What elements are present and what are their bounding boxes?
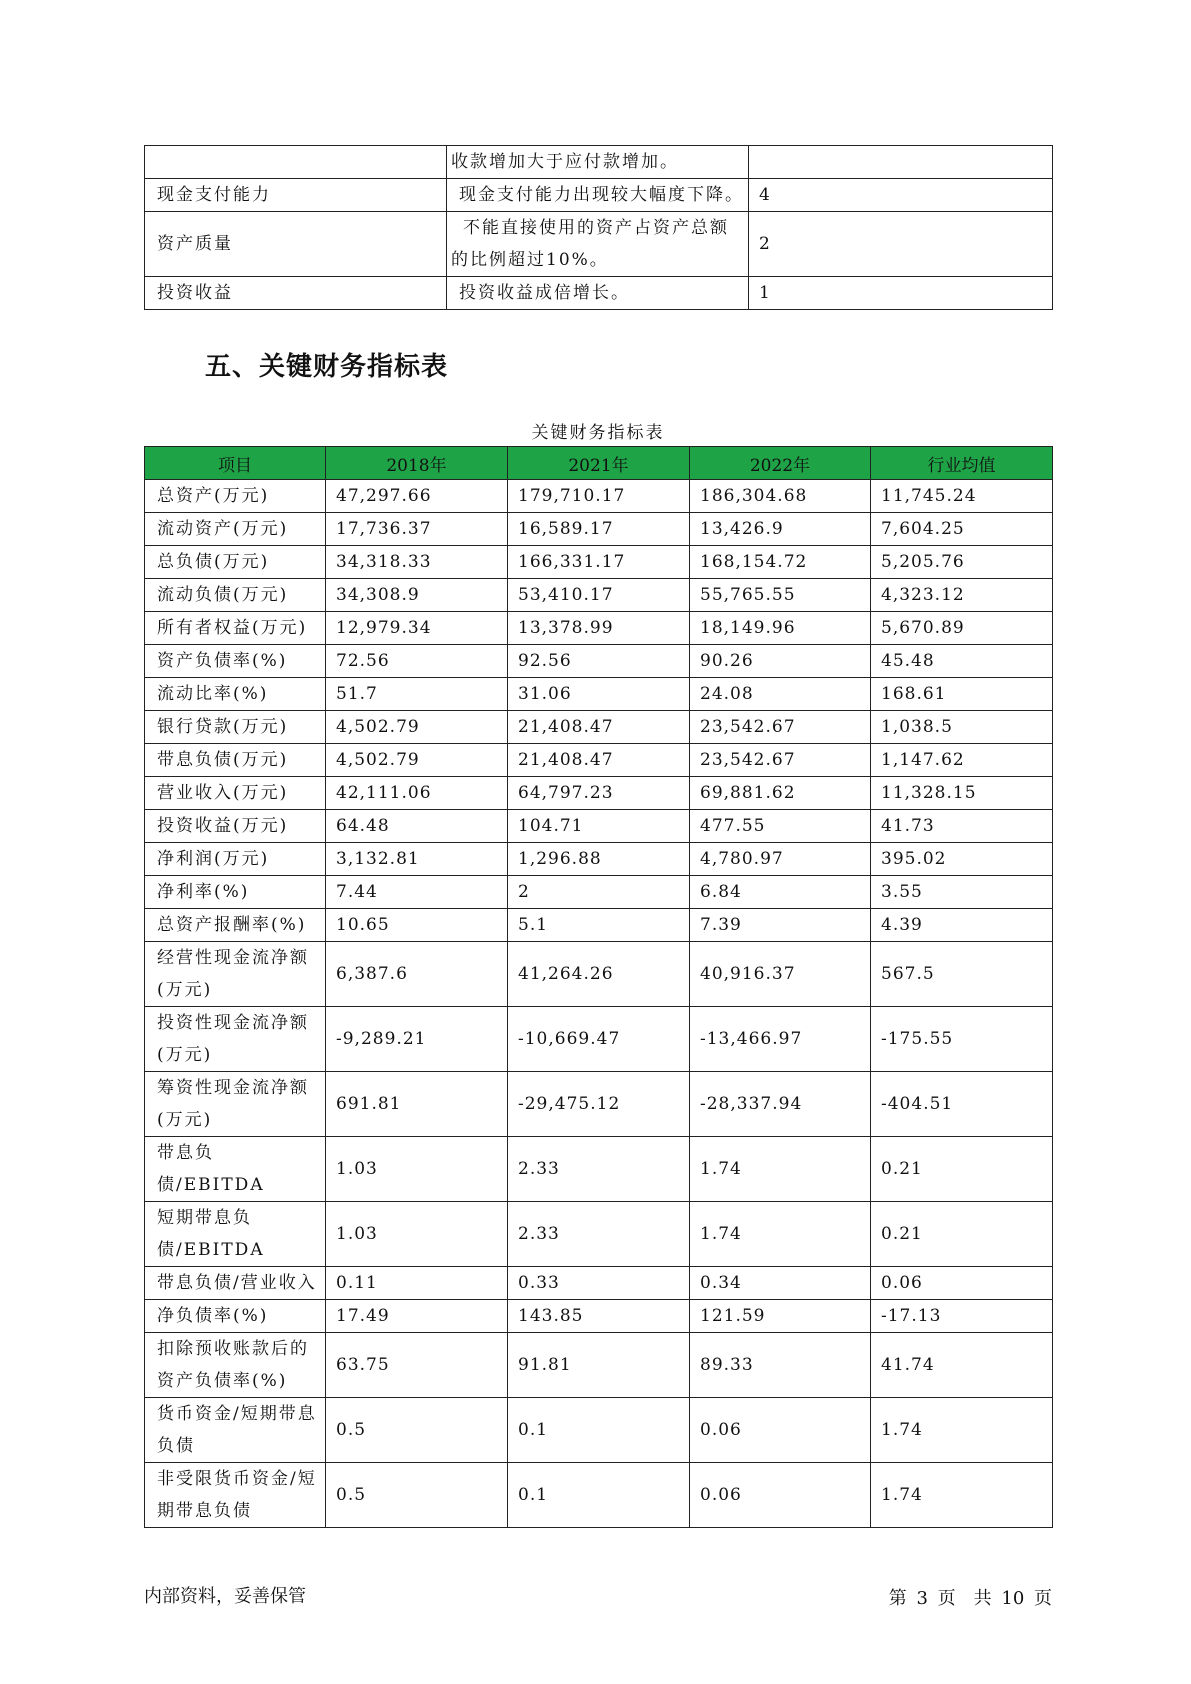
value-industry-average: 1.74 xyxy=(871,1398,1053,1463)
value-2022: 7.39 xyxy=(690,909,871,942)
value-industry-average: -404.51 xyxy=(871,1072,1053,1137)
metric-name: 总资产(万元) xyxy=(145,480,326,513)
table-row xyxy=(145,1300,1053,1333)
key-financial-metrics-table xyxy=(144,446,1053,1528)
value-industry-average: -17.13 xyxy=(871,1300,1053,1333)
value-2021: 53,410.17 xyxy=(508,579,690,612)
value-2021: 0.1 xyxy=(508,1398,690,1463)
value-2018: 17,736.37 xyxy=(326,513,508,546)
value-2018: 4,502.79 xyxy=(326,744,508,777)
value-2018: 1.03 xyxy=(326,1137,508,1202)
value-2018: 34,308.9 xyxy=(326,579,508,612)
value-2021: 143.85 xyxy=(508,1300,690,1333)
value-2022: 55,765.55 xyxy=(690,579,871,612)
value-2018: 12,979.34 xyxy=(326,612,508,645)
value-2021: 92.56 xyxy=(508,645,690,678)
metric-name: 所有者权益(万元) xyxy=(145,612,326,645)
value-2018: 3,132.81 xyxy=(326,843,508,876)
metric-name: 流动负债(万元) xyxy=(145,579,326,612)
value-industry-average: 3.55 xyxy=(871,876,1053,909)
value-2022: 18,149.96 xyxy=(690,612,871,645)
value-2018: 1.03 xyxy=(326,1202,508,1267)
table-row xyxy=(145,1202,1053,1267)
factor-description: 现金支付能力出现较大幅度下降。 xyxy=(447,179,749,212)
value-2022: 1.74 xyxy=(690,1202,871,1267)
footer-page-number: 第 3 页 共 10 页 xyxy=(888,1588,1052,1609)
factor-description: 不能直接使用的资产占资产总额的比例超过10%。 xyxy=(447,212,749,277)
table-row xyxy=(145,1072,1053,1137)
metric-name: 扣除预收账款后的资产负债率(%) xyxy=(145,1333,326,1398)
value-2021: 104.71 xyxy=(508,810,690,843)
factor-score: 1 xyxy=(749,277,1053,310)
header-2018: 2018年 xyxy=(326,447,508,480)
table-row xyxy=(145,942,1053,1007)
table-header-row xyxy=(145,447,1053,480)
value-industry-average: 4.39 xyxy=(871,909,1053,942)
value-2021: -29,475.12 xyxy=(508,1072,690,1137)
value-2021: 2 xyxy=(508,876,690,909)
metric-name: 总资产报酬率(%) xyxy=(145,909,326,942)
value-2021: 179,710.17 xyxy=(508,480,690,513)
value-2022: 477.55 xyxy=(690,810,871,843)
metric-name: 非受限货币资金/短期带息负债 xyxy=(145,1463,326,1528)
value-2022: 13,426.9 xyxy=(690,513,871,546)
value-2022: -28,337.94 xyxy=(690,1072,871,1137)
value-2021: 16,589.17 xyxy=(508,513,690,546)
value-2022: 168,154.72 xyxy=(690,546,871,579)
header-industry-average: 行业均值 xyxy=(871,447,1053,480)
value-2021: 5.1 xyxy=(508,909,690,942)
metrics-table-body xyxy=(145,480,1053,1528)
factor-item: 投资收益 xyxy=(145,277,447,310)
metric-name: 总负债(万元) xyxy=(145,546,326,579)
value-2021: 91.81 xyxy=(508,1333,690,1398)
table-row xyxy=(145,711,1053,744)
value-2022: 0.06 xyxy=(690,1398,871,1463)
value-2022: 0.06 xyxy=(690,1463,871,1528)
value-2018: 7.44 xyxy=(326,876,508,909)
table-row xyxy=(145,179,1053,212)
value-2018: -9,289.21 xyxy=(326,1007,508,1072)
value-2021: 0.33 xyxy=(508,1267,690,1300)
value-2021: 1,296.88 xyxy=(508,843,690,876)
value-industry-average: 567.5 xyxy=(871,942,1053,1007)
value-industry-average: 4,323.12 xyxy=(871,579,1053,612)
value-2018: 691.81 xyxy=(326,1072,508,1137)
value-2018: 0.11 xyxy=(326,1267,508,1300)
value-2018: 10.65 xyxy=(326,909,508,942)
metric-name: 净利润(万元) xyxy=(145,843,326,876)
value-2022: 0.34 xyxy=(690,1267,871,1300)
table-row xyxy=(145,777,1053,810)
metric-name: 带息负债(万元) xyxy=(145,744,326,777)
metric-name: 短期带息负债/EBITDA xyxy=(145,1202,326,1267)
table-row xyxy=(145,612,1053,645)
value-2021: 0.1 xyxy=(508,1463,690,1528)
table-row xyxy=(145,1463,1053,1528)
header-2022: 2022年 xyxy=(690,447,871,480)
value-industry-average: 11,328.15 xyxy=(871,777,1053,810)
table-row xyxy=(145,645,1053,678)
value-2018: 51.7 xyxy=(326,678,508,711)
value-2021: 166,331.17 xyxy=(508,546,690,579)
metric-name: 带息负债/EBITDA xyxy=(145,1137,326,1202)
table-caption: 关键财务指标表 xyxy=(531,423,665,443)
value-2018: 0.5 xyxy=(326,1463,508,1528)
factor-score: 2 xyxy=(749,212,1053,277)
value-2021: 2.33 xyxy=(508,1202,690,1267)
table-row xyxy=(145,1137,1053,1202)
value-industry-average: 1,038.5 xyxy=(871,711,1053,744)
value-industry-average: 395.02 xyxy=(871,843,1053,876)
value-industry-average: 5,205.76 xyxy=(871,546,1053,579)
metric-name: 流动资产(万元) xyxy=(145,513,326,546)
metric-name: 投资性现金流净额(万元) xyxy=(145,1007,326,1072)
value-2021: 21,408.47 xyxy=(508,711,690,744)
value-2018: 63.75 xyxy=(326,1333,508,1398)
value-industry-average: 0.21 xyxy=(871,1202,1053,1267)
value-2018: 34,318.33 xyxy=(326,546,508,579)
value-2018: 4,502.79 xyxy=(326,711,508,744)
value-industry-average: 0.06 xyxy=(871,1267,1053,1300)
metric-name: 筹资性现金流净额(万元) xyxy=(145,1072,326,1137)
metric-name: 银行贷款(万元) xyxy=(145,711,326,744)
value-2021: 31.06 xyxy=(508,678,690,711)
table-row xyxy=(145,909,1053,942)
table-row xyxy=(145,513,1053,546)
value-2021: 2.33 xyxy=(508,1137,690,1202)
table-row xyxy=(145,1267,1053,1300)
value-2018: 72.56 xyxy=(326,645,508,678)
section-heading: 五、关键财务指标表 xyxy=(205,352,449,382)
table-row xyxy=(145,212,1053,277)
value-2018: 6,387.6 xyxy=(326,942,508,1007)
table-row xyxy=(145,678,1053,711)
metric-name: 流动比率(%) xyxy=(145,678,326,711)
value-2022: 6.84 xyxy=(690,876,871,909)
table-row xyxy=(145,843,1053,876)
metric-name: 带息负债/营业收入 xyxy=(145,1267,326,1300)
value-2022: 23,542.67 xyxy=(690,711,871,744)
value-2021: 13,378.99 xyxy=(508,612,690,645)
factor-item xyxy=(145,146,447,179)
table-row xyxy=(145,1007,1053,1072)
value-industry-average: 0.21 xyxy=(871,1137,1053,1202)
value-2022: 89.33 xyxy=(690,1333,871,1398)
metric-name: 净负债率(%) xyxy=(145,1300,326,1333)
footer-confidential-note: 内部资料，妥善保管 xyxy=(144,1586,306,1607)
metric-name: 净利率(%) xyxy=(145,876,326,909)
factor-item: 资产质量 xyxy=(145,212,447,277)
value-2022: 121.59 xyxy=(690,1300,871,1333)
value-2021: -10,669.47 xyxy=(508,1007,690,1072)
value-2022: 1.74 xyxy=(690,1137,871,1202)
value-2018: 64.48 xyxy=(326,810,508,843)
table-row xyxy=(145,480,1053,513)
value-industry-average: 1.74 xyxy=(871,1463,1053,1528)
factor-score xyxy=(749,146,1053,179)
table-row xyxy=(145,579,1053,612)
value-industry-average: 41.74 xyxy=(871,1333,1053,1398)
metric-name: 资产负债率(%) xyxy=(145,645,326,678)
factor-score: 4 xyxy=(749,179,1053,212)
metric-name: 营业收入(万元) xyxy=(145,777,326,810)
value-2022: 186,304.68 xyxy=(690,480,871,513)
value-industry-average: 11,745.24 xyxy=(871,480,1053,513)
risk-factor-table xyxy=(144,145,1053,310)
value-2018: 17.49 xyxy=(326,1300,508,1333)
value-2021: 41,264.26 xyxy=(508,942,690,1007)
metric-name: 货币资金/短期带息负债 xyxy=(145,1398,326,1463)
table-row xyxy=(145,1398,1053,1463)
header-2021: 2021年 xyxy=(508,447,690,480)
table-row xyxy=(145,876,1053,909)
table-row xyxy=(145,810,1053,843)
value-2018: 47,297.66 xyxy=(326,480,508,513)
value-industry-average: 41.73 xyxy=(871,810,1053,843)
value-industry-average: 45.48 xyxy=(871,645,1053,678)
value-industry-average: 5,670.89 xyxy=(871,612,1053,645)
value-2022: 90.26 xyxy=(690,645,871,678)
metric-name: 投资收益(万元) xyxy=(145,810,326,843)
table-row xyxy=(145,1333,1053,1398)
factor-item: 现金支付能力 xyxy=(145,179,447,212)
factor-description: 收款增加大于应付款增加。 xyxy=(447,146,749,179)
table-row xyxy=(145,277,1053,310)
value-2022: 4,780.97 xyxy=(690,843,871,876)
factor-description: 投资收益成倍增长。 xyxy=(447,277,749,310)
value-2022: 69,881.62 xyxy=(690,777,871,810)
table-row xyxy=(145,546,1053,579)
value-industry-average: 168.61 xyxy=(871,678,1053,711)
value-2022: 24.08 xyxy=(690,678,871,711)
table-row xyxy=(145,744,1053,777)
value-2018: 42,111.06 xyxy=(326,777,508,810)
value-2022: -13,466.97 xyxy=(690,1007,871,1072)
value-2022: 40,916.37 xyxy=(690,942,871,1007)
header-item: 项目 xyxy=(145,447,326,480)
table-row xyxy=(145,146,1053,179)
value-industry-average: 1,147.62 xyxy=(871,744,1053,777)
value-2021: 64,797.23 xyxy=(508,777,690,810)
value-2021: 21,408.47 xyxy=(508,744,690,777)
value-industry-average: -175.55 xyxy=(871,1007,1053,1072)
value-2022: 23,542.67 xyxy=(690,744,871,777)
value-industry-average: 7,604.25 xyxy=(871,513,1053,546)
metric-name: 经营性现金流净额(万元) xyxy=(145,942,326,1007)
value-2018: 0.5 xyxy=(326,1398,508,1463)
